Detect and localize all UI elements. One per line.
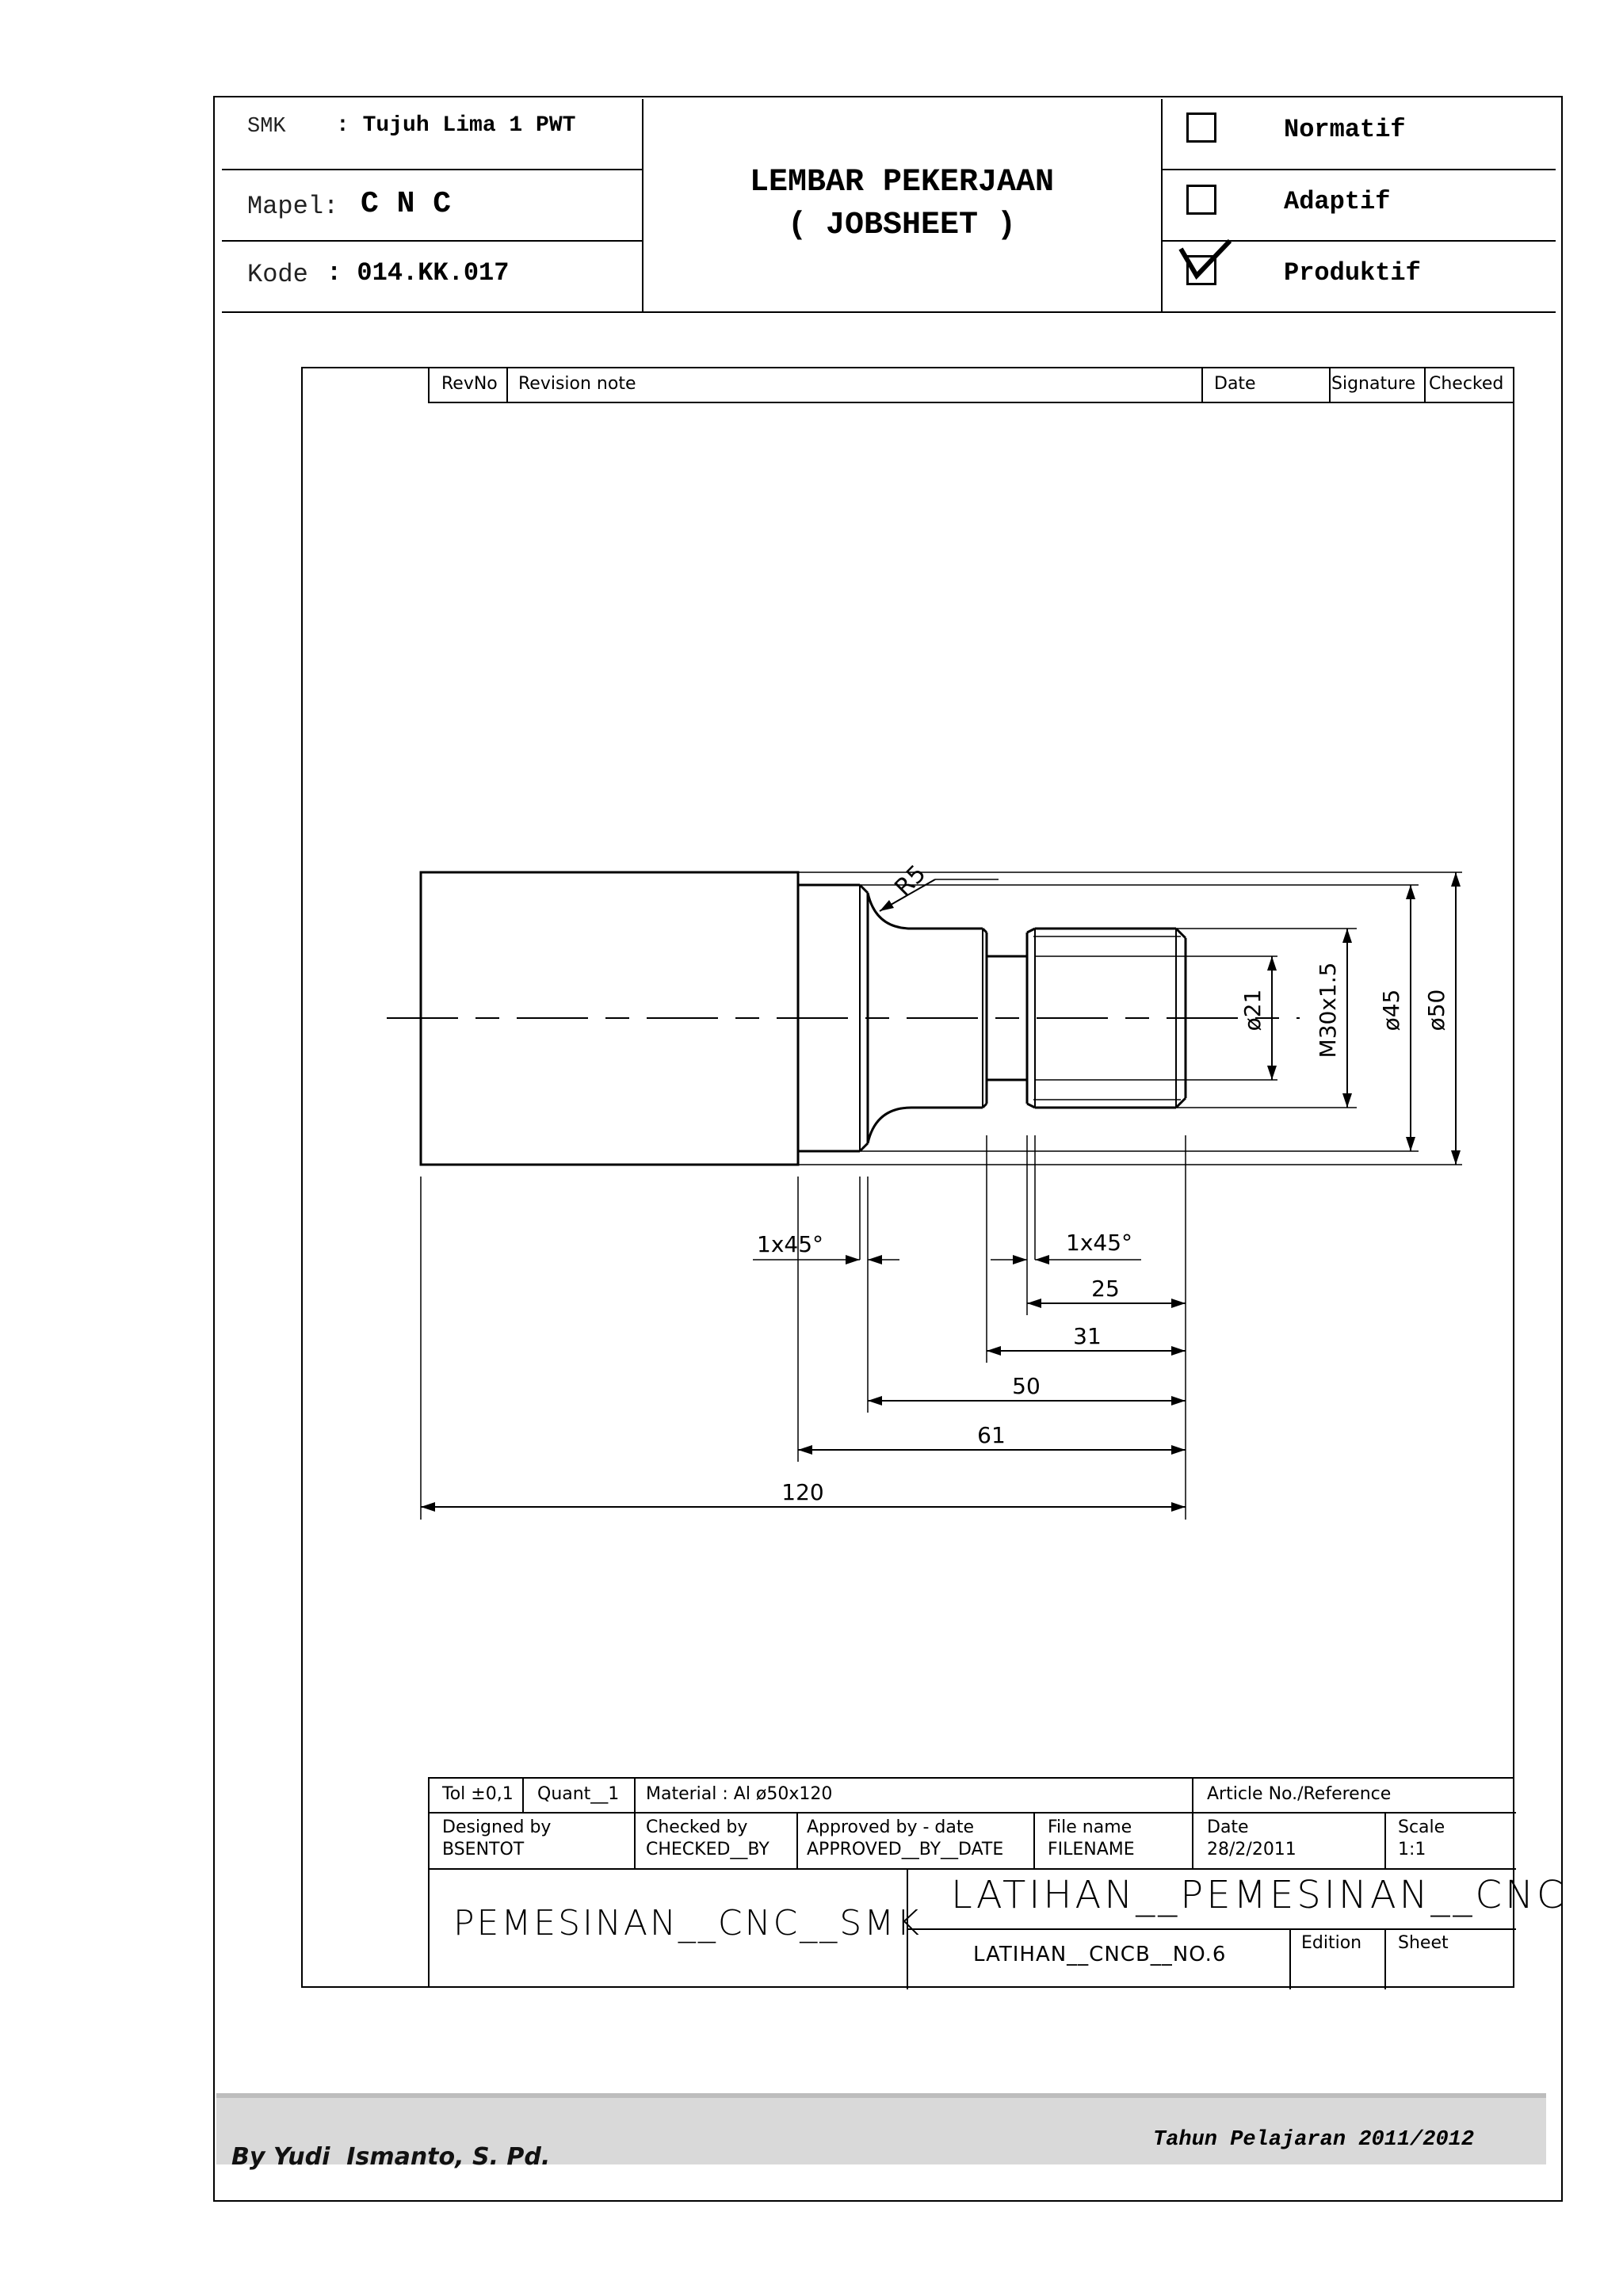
- tb-checked-value: CHECKED__BY: [646, 1840, 769, 1859]
- rev-col-signature: Signature: [1331, 374, 1416, 394]
- tb-date-value: 28/2/2011: [1207, 1840, 1296, 1859]
- smk-label: SMK: [247, 115, 286, 139]
- tb-approved-label: Approved by - date: [807, 1817, 975, 1837]
- tb-filename-label: File name: [1048, 1817, 1132, 1837]
- tb-edition: Edition: [1301, 1933, 1362, 1953]
- rev-col-note: Revision note: [518, 374, 636, 394]
- dim-d21: ø21: [1239, 989, 1266, 1032]
- kode-value: : 014.KK.017: [327, 258, 510, 288]
- dim-len-61: 61: [977, 1422, 1006, 1448]
- dim-chamfer-right: 1x45°: [1066, 1230, 1133, 1256]
- dim-len-31: 31: [1073, 1323, 1102, 1349]
- label-normatif: Normatif: [1284, 115, 1406, 144]
- dim-chamfer-left: 1x45°: [757, 1231, 824, 1257]
- dim-d50: ø50: [1423, 989, 1449, 1032]
- footer-year: Tahun Pelajaran 2011/2012: [1153, 2128, 1475, 2152]
- rev-col-date: Date: [1214, 374, 1256, 394]
- kode-label: Kode: [247, 260, 308, 289]
- tb-title: LATIHAN__PEMESINAN__CNC: [951, 1873, 1567, 1917]
- tb-article: Article No./Reference: [1207, 1784, 1392, 1804]
- tb-designed-value: BSENTOT: [442, 1840, 525, 1859]
- dim-len-120: 120: [781, 1479, 824, 1505]
- title-line-1: LEMBAR PEKERJAAN: [749, 165, 1055, 200]
- tb-approved-value: APPROVED__BY__DATE: [807, 1840, 1004, 1859]
- label-adaptif: Adaptif: [1284, 187, 1391, 216]
- tb-tol: Tol ±0,1: [442, 1784, 514, 1804]
- dim-len-25: 25: [1091, 1276, 1120, 1302]
- tb-sheet: Sheet: [1398, 1933, 1449, 1953]
- rev-col-revno: RevNo: [441, 374, 498, 394]
- label-produktif: Produktif: [1284, 258, 1421, 288]
- title-line-2: ( JOBSHEET ): [787, 208, 1017, 243]
- footer-author: By Yudi Ismanto, S. Pd.: [231, 2143, 551, 2171]
- tb-filename-value: FILENAME: [1048, 1840, 1135, 1859]
- tb-material: Material : Al ø50x120: [646, 1784, 833, 1804]
- dim-m30: M30x1.5: [1315, 962, 1341, 1058]
- tb-quant: Quant__1: [537, 1784, 620, 1804]
- tb-scale-value: 1:1: [1398, 1840, 1426, 1859]
- tb-company: PEMESINAN__CNC__SMK: [453, 1903, 922, 1943]
- tb-scale-label: Scale: [1398, 1817, 1445, 1837]
- smk-value: : Tujuh Lima 1 PWT: [336, 113, 576, 138]
- tb-drawing-no: LATIHAN__CNCB__NO.6: [973, 1943, 1227, 1966]
- mapel-label: Mapel:: [247, 192, 339, 221]
- rev-col-checked: Checked: [1429, 374, 1504, 394]
- tb-checked-label: Checked by: [646, 1817, 748, 1837]
- dim-r5: R5: [889, 860, 932, 902]
- dim-d45: ø45: [1378, 989, 1404, 1032]
- dim-len-50: 50: [1012, 1373, 1041, 1399]
- tb-date-label: Date: [1207, 1817, 1249, 1837]
- mapel-value: C N C: [361, 187, 452, 221]
- tb-designed-label: Designed by: [442, 1817, 552, 1837]
